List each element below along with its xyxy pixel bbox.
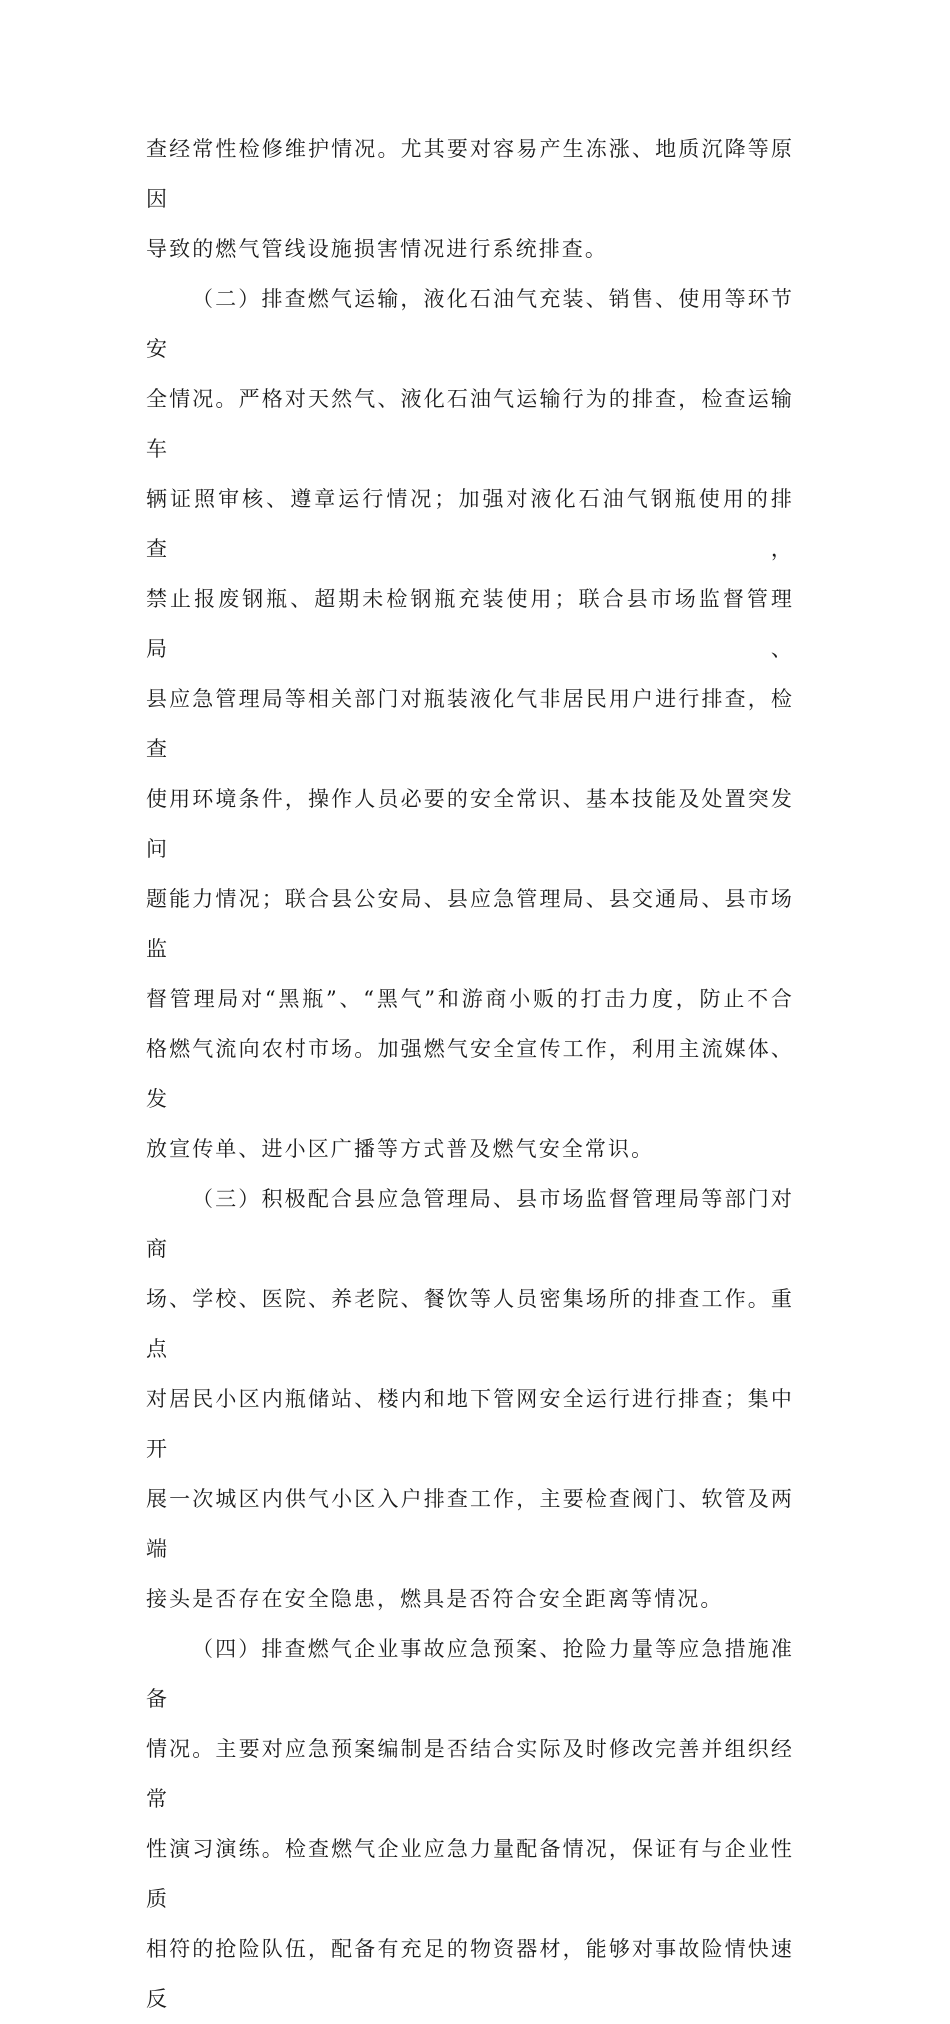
text-line: 放宣传单、进小区广播等方式普及燃气安全常识。 — [146, 1137, 655, 1161]
paragraph — [146, 1624, 794, 2024]
text-line: 查经常性检修维护情况。尤其要对容易产生冻涨、地质沉降等原因 — [146, 137, 794, 211]
text-line: 对居民小区内瓶储站、楼内和地下管网安全运行进行排查；集中开 — [146, 1387, 794, 1461]
text-line: 全情况。严格对天然气、液化石油气运输行为的排查，检查运输车 — [146, 387, 794, 461]
paragraph — [146, 274, 794, 1174]
text-line: 题能力情况；联合县公安局、县应急管理局、县交通局、县市场监 — [146, 887, 794, 961]
text-line: （二）排查燃气运输，液化石油气充装、销售、使用等环节安 — [146, 287, 794, 361]
text-line: （四）排查燃气企业事故应急预案、抢险力量等应急措施准备 — [146, 1637, 794, 1711]
text-line: 导致的燃气管线设施损害情况进行系统排查。 — [146, 237, 608, 261]
text-line: 督管理局对“黑瓶”、“黑气”和游商小贩的打击力度，防止不合 — [146, 987, 794, 1011]
text-line: 相符的抢险队伍，配备有充足的物资器材，能够对事故险情快速反 — [146, 1937, 794, 2011]
text-line: 性演习演练。检查燃气企业应急力量配备情况，保证有与企业性质 — [146, 1837, 794, 1911]
text-line: 情况。主要对应急预案编制是否结合实际及时修改完善并组织经常 — [146, 1737, 794, 1811]
text-line: 县应急管理局等相关部门对瓶装液化气非居民用户进行排查，检查 — [146, 687, 794, 761]
paragraph — [146, 124, 794, 274]
text-line: 格燃气流向农村市场。加强燃气安全宣传工作，利用主流媒体、发 — [146, 1037, 794, 1111]
text-line: 使用环境条件，操作人员必要的安全常识、基本技能及处置突发问 — [146, 787, 794, 861]
text-line: 场、学校、医院、养老院、餐饮等人员密集场所的排查工作。重点 — [146, 1287, 794, 1361]
text-line: 接头是否存在安全隐患，燃具是否符合安全距离等情况。 — [146, 1587, 724, 1611]
text-line: （三）积极配合县应急管理局、县市场监督管理局等部门对商 — [146, 1187, 794, 1261]
text-line: 辆证照审核、遵章运行情况；加强对液化石油气钢瓶使用的排查， — [146, 487, 794, 561]
document-body — [146, 124, 794, 2024]
text-line: 展一次城区内供气小区入户排查工作，主要检查阀门、软管及两端 — [146, 1487, 794, 1561]
text-line: 禁止报废钢瓶、超期未检钢瓶充装使用；联合县市场监督管理局、 — [146, 587, 794, 661]
paragraph — [146, 1174, 794, 1624]
